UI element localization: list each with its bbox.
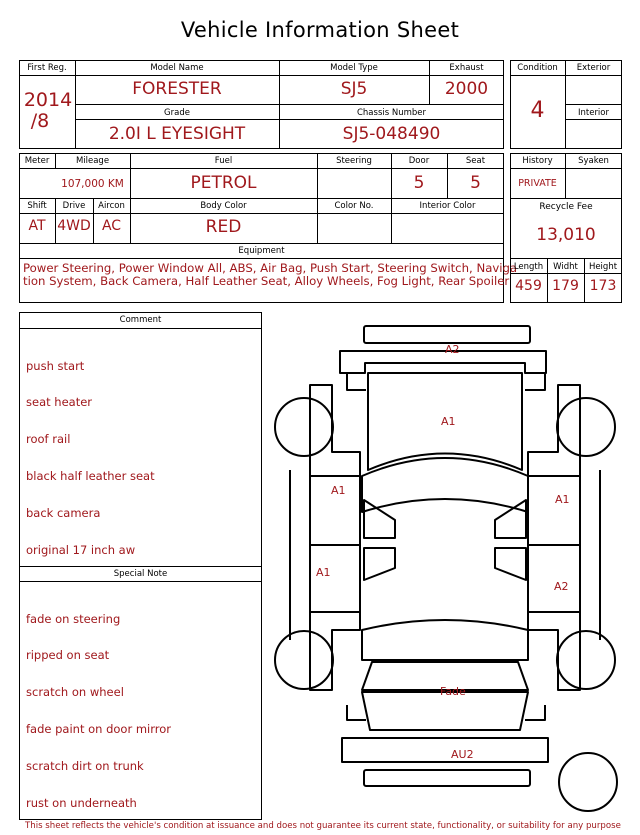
- seat-value: 5: [470, 173, 481, 193]
- height-label: Height: [588, 262, 618, 272]
- wheel-rear-left: [275, 631, 333, 689]
- spare-wheel: [559, 753, 617, 811]
- exterior-label: Exterior: [576, 63, 611, 73]
- aircon-label: Aircon: [98, 201, 125, 211]
- chassis-number-label: Chassis Number: [356, 108, 427, 118]
- left-seat-front: [364, 500, 395, 538]
- fuel-value: PETROL: [190, 173, 257, 193]
- shift-value: AT: [28, 218, 46, 234]
- special-note-label: Special Note: [113, 569, 168, 579]
- mileage-value: 107,000 KM: [61, 178, 124, 190]
- rear-strip: [364, 770, 530, 786]
- exhaust-value: 2000: [444, 79, 489, 99]
- wheel-front-right: [557, 398, 615, 456]
- recycle-fee-label: Recycle Fee: [539, 202, 593, 212]
- history-label: History: [522, 156, 553, 166]
- model-name-value: FORESTER: [132, 79, 222, 99]
- model-type-label: Model Type: [330, 63, 378, 73]
- mileage-label: Mileage: [75, 156, 110, 166]
- condition-value: 4: [530, 98, 545, 123]
- seat-label: Seat: [465, 156, 486, 166]
- front-header: [340, 351, 546, 373]
- special-note-list: [26, 588, 171, 822]
- comment-list: [26, 335, 155, 569]
- roof-strip: [364, 326, 530, 343]
- equipment-line-1: Power Steering, Power Window All, ABS, Air Bag, Push Start, Steering Switch, Naviga: [23, 261, 518, 275]
- special-note-item: scratch on wheel: [26, 685, 124, 700]
- comment-item: seat heater: [26, 395, 93, 410]
- body-color-value: RED: [205, 217, 242, 237]
- length-value: 459: [515, 278, 542, 294]
- body-color-label: Body Color: [200, 201, 247, 211]
- grade-label: Grade: [164, 108, 190, 118]
- first-reg-year: 2014: [23, 89, 73, 111]
- rear-window: [362, 620, 528, 660]
- meter-label: Meter: [24, 156, 50, 166]
- right-seat-front: [495, 500, 526, 538]
- left-side-panel: [310, 385, 360, 690]
- history-value: PRIVATE: [518, 178, 557, 189]
- steering-label: Steering: [336, 156, 372, 166]
- height-value: 173: [589, 278, 617, 294]
- special-note-item: rust on underneath: [26, 796, 137, 811]
- equipment-line-2: tion System, Back Camera, Half Leather Seat, Alloy Wheels, Fog Light, Rear Spoiler: [23, 274, 510, 288]
- page-title: Vehicle Information Sheet: [180, 18, 460, 42]
- model-name-label: Model Name: [150, 63, 204, 73]
- comment-label: Comment: [119, 315, 162, 325]
- model-type-value: SJ5: [340, 79, 368, 99]
- recycle-fee-value: 13,010: [536, 225, 596, 245]
- mark-trunk: Fade: [440, 685, 466, 698]
- comment-item: push start: [26, 358, 85, 373]
- exhaust-label: Exhaust: [449, 63, 484, 73]
- mark-right-rear: A2: [554, 580, 569, 593]
- disclaimer-footer: This sheet reflects the vehicle's condition at issuance and does not guarantee its current state, functionality, or suitability for any purpose: [25, 821, 621, 831]
- special-note-item: scratch dirt on trunk: [26, 759, 144, 774]
- drive-label: Drive: [62, 201, 86, 211]
- rear-bumper: [342, 738, 548, 762]
- comment-item: original 17 inch aw: [26, 543, 136, 558]
- shift-label: Shift: [27, 201, 47, 211]
- fuel-label: Fuel: [214, 156, 233, 166]
- interior-label: Interior: [577, 108, 609, 118]
- mark-right-front: A1: [555, 493, 570, 506]
- syaken-label: Syaken: [578, 156, 609, 166]
- windshield: [362, 458, 528, 512]
- right-seat-rear: [495, 548, 526, 580]
- first-reg-month: /8: [30, 110, 50, 132]
- mark-hood: A1: [441, 415, 456, 428]
- comment-item: back camera: [26, 506, 101, 521]
- wheel-front-left: [275, 398, 333, 456]
- first-reg-label: First Reg.: [27, 63, 67, 73]
- aircon-value: AC: [101, 218, 122, 234]
- special-note-item: ripped on seat: [26, 648, 110, 663]
- right-side-panel: [528, 385, 580, 690]
- color-no-label: Color No.: [334, 201, 374, 211]
- chassis-number-value: SJ5-048490: [342, 124, 441, 144]
- mark-roof: A2: [445, 343, 460, 356]
- length-label: Length: [513, 262, 544, 272]
- right-front-arm: [525, 374, 545, 390]
- width-label: Widht: [553, 262, 578, 272]
- comment-item: black half leather seat: [26, 469, 155, 484]
- door-value: 5: [413, 173, 425, 193]
- special-note-item: fade paint on door mirror: [26, 722, 172, 737]
- drive-value: 4WD: [57, 218, 91, 234]
- mark-left-rear: A1: [316, 566, 331, 579]
- equipment-label: Equipment: [238, 246, 285, 256]
- left-seat-rear: [364, 548, 395, 580]
- interior-color-label: Interior Color: [419, 201, 476, 211]
- wheel-rear-right: [557, 631, 615, 689]
- mark-left-front: A1: [331, 484, 346, 497]
- comment-item: roof rail: [26, 432, 71, 447]
- door-label: Door: [408, 156, 430, 166]
- left-front-arm: [347, 374, 366, 390]
- condition-label: Condition: [517, 63, 558, 73]
- width-value: 179: [552, 278, 579, 294]
- special-note-item: fade on steering: [26, 611, 121, 626]
- mark-rear-bumper: AU2: [451, 748, 474, 761]
- grade-value: 2.0I L EYESIGHT: [108, 124, 246, 144]
